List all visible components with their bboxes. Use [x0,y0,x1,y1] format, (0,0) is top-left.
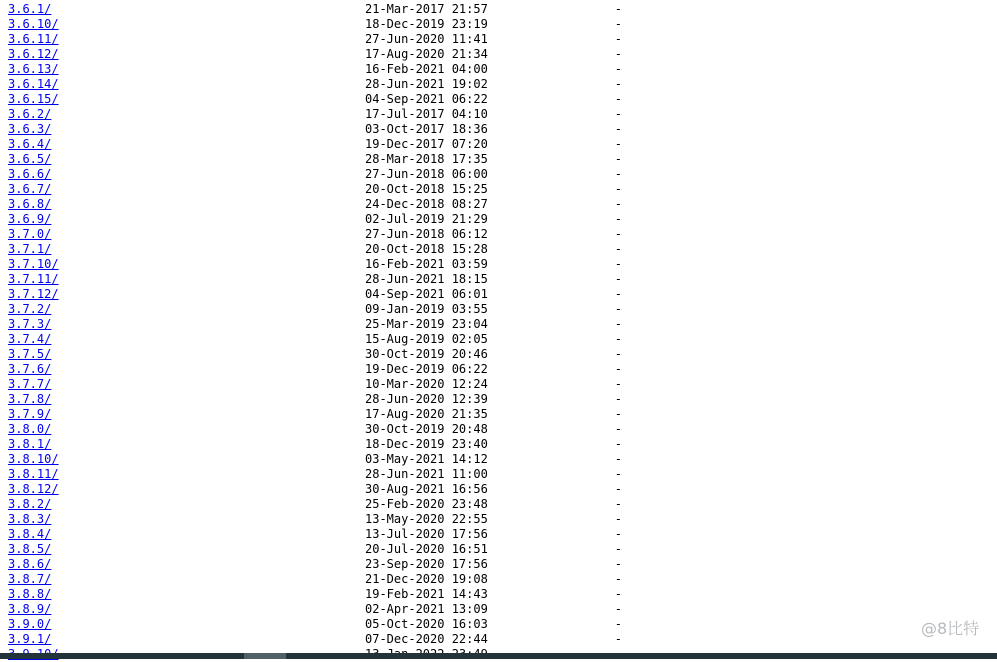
version-link[interactable]: 3.7.5/ [8,347,52,361]
list-item [0,392,997,407]
size-value: - [614,182,622,196]
list-item [0,92,997,107]
version-link[interactable]: 3.6.2/ [8,107,52,121]
modified-timestamp: 25-Feb-2020 23:48 [365,497,488,511]
size-value: - [614,92,622,106]
version-link[interactable]: 3.8.0/ [8,422,52,436]
list-item [0,527,997,542]
list-item [0,377,997,392]
list-item [0,167,997,182]
modified-timestamp: 16-Feb-2021 04:00 [365,62,488,76]
modified-timestamp: 23-Sep-2020 17:56 [365,557,488,571]
list-item [0,512,997,527]
list-item [0,2,997,17]
modified-timestamp: 28-Jun-2021 11:00 [365,467,488,481]
modified-timestamp: 20-Oct-2018 15:25 [365,182,488,196]
list-item [0,302,997,317]
version-link[interactable]: 3.6.1/ [8,2,52,16]
version-link[interactable]: 3.8.8/ [8,587,52,601]
modified-timestamp: 28-Jun-2021 19:02 [365,77,488,91]
version-link[interactable]: 3.6.7/ [8,182,52,196]
size-value: - [614,152,622,166]
size-value: - [614,122,622,136]
modified-timestamp: 25-Mar-2019 23:04 [365,317,488,331]
version-link[interactable]: 3.7.8/ [8,392,52,406]
size-value: - [614,167,622,181]
modified-timestamp: 19-Dec-2019 06:22 [365,362,488,376]
size-value: - [614,527,622,541]
modified-timestamp: 19-Feb-2021 14:43 [365,587,488,601]
size-value: - [614,497,622,511]
size-value: - [614,242,622,256]
modified-timestamp: 28-Jun-2021 18:15 [365,272,488,286]
size-value: - [614,452,622,466]
size-value: - [614,377,622,391]
modified-timestamp: 19-Dec-2017 07:20 [365,137,488,151]
modified-timestamp: 05-Oct-2020 16:03 [365,617,488,631]
modified-timestamp: 20-Jul-2020 16:51 [365,542,488,556]
list-item [0,152,997,167]
taskbar-app-indicator[interactable] [244,653,286,659]
size-value: - [614,287,622,301]
modified-timestamp: 28-Mar-2018 17:35 [365,152,488,166]
version-link[interactable]: 3.8.11/ [8,467,59,481]
size-value: - [614,317,622,331]
list-item [0,17,997,32]
version-link[interactable]: 3.8.4/ [8,527,52,541]
version-link[interactable]: 3.9.0/ [8,617,52,631]
list-item [0,122,997,137]
list-item [0,572,997,587]
version-link[interactable]: 3.7.1/ [8,242,52,256]
list-item [0,422,997,437]
list-item [0,497,997,512]
list-item [0,617,997,632]
size-value: - [614,17,622,31]
size-value: - [614,347,622,361]
modified-timestamp: 18-Dec-2019 23:19 [365,17,488,31]
size-value: - [614,572,622,586]
version-link[interactable]: 3.6.14/ [8,77,59,91]
version-link[interactable]: 3.8.3/ [8,512,52,526]
version-link[interactable]: 3.8.7/ [8,572,52,586]
modified-timestamp: 02-Apr-2021 13:09 [365,602,488,616]
size-value: - [614,542,622,556]
version-link[interactable]: 3.7.0/ [8,227,52,241]
size-value: - [614,302,622,316]
list-item [0,347,997,362]
size-value: - [614,47,622,61]
list-item [0,317,997,332]
modified-timestamp: 15-Aug-2019 02:05 [365,332,488,346]
size-value: - [614,557,622,571]
list-item [0,407,997,422]
modified-timestamp: 30-Oct-2019 20:46 [365,347,488,361]
version-link[interactable]: 3.6.13/ [8,62,59,76]
list-item [0,467,997,482]
modified-timestamp: 16-Feb-2021 03:59 [365,257,488,271]
modified-timestamp: 03-Oct-2017 18:36 [365,122,488,136]
version-link[interactable]: 3.6.15/ [8,92,59,106]
modified-timestamp: 02-Jul-2019 21:29 [365,212,488,226]
version-link[interactable]: 3.8.9/ [8,602,52,616]
list-item [0,557,997,572]
size-value: - [614,392,622,406]
list-item [0,272,997,287]
version-link[interactable]: 3.8.12/ [8,482,59,496]
version-link[interactable]: 3.8.6/ [8,557,52,571]
size-value: - [614,602,622,616]
size-value: - [614,422,622,436]
version-link[interactable]: 3.7.9/ [8,407,52,421]
version-link[interactable]: 3.9.1/ [8,632,52,646]
version-link[interactable]: 3.6.6/ [8,167,52,181]
list-item [0,107,997,122]
version-link[interactable]: 3.6.11/ [8,32,59,46]
size-value: - [614,272,622,286]
modified-timestamp: 04-Sep-2021 06:01 [365,287,488,301]
size-value: - [614,407,622,421]
list-item [0,362,997,377]
size-value: - [614,587,622,601]
list-item [0,32,997,47]
size-value: - [614,107,622,121]
version-link[interactable]: 3.7.2/ [8,302,52,316]
modified-timestamp: 17-Aug-2020 21:34 [365,47,488,61]
list-item [0,197,997,212]
version-link[interactable]: 3.7.11/ [8,272,59,286]
size-value: - [614,2,622,16]
size-value: - [614,77,622,91]
modified-timestamp: 09-Jan-2019 03:55 [365,302,488,316]
version-link[interactable]: 3.7.3/ [8,317,52,331]
size-value: - [614,32,622,46]
list-item [0,257,997,272]
size-value: - [614,362,622,376]
size-value: - [614,137,622,151]
size-value: - [614,632,622,646]
modified-timestamp: 18-Dec-2019 23:40 [365,437,488,451]
list-item [0,482,997,497]
size-value: - [614,467,622,481]
taskbar-edge[interactable] [0,653,997,659]
directory-listing [0,2,997,662]
modified-timestamp: 21-Dec-2020 19:08 [365,572,488,586]
modified-timestamp: 04-Sep-2021 06:22 [365,92,488,106]
version-link[interactable]: 3.6.10/ [8,17,59,31]
modified-timestamp: 17-Jul-2017 04:10 [365,107,488,121]
list-item [0,542,997,557]
list-item [0,227,997,242]
modified-timestamp: 13-Jul-2020 17:56 [365,527,488,541]
version-link[interactable]: 3.7.6/ [8,362,52,376]
list-item [0,62,997,77]
list-item [0,332,997,347]
size-value: - [614,437,622,451]
modified-timestamp: 10-Mar-2020 12:24 [365,377,488,391]
list-item [0,77,997,92]
list-item [0,182,997,197]
modified-timestamp: 30-Oct-2019 20:48 [365,422,488,436]
size-value: - [614,197,622,211]
modified-timestamp: 24-Dec-2018 08:27 [365,197,488,211]
list-item [0,602,997,617]
modified-timestamp: 20-Oct-2018 15:28 [365,242,488,256]
version-link[interactable]: 3.8.1/ [8,437,52,451]
modified-timestamp: 27-Jun-2018 06:12 [365,227,488,241]
size-value: - [614,482,622,496]
list-item [0,242,997,257]
version-link[interactable]: 3.6.3/ [8,122,52,136]
list-item [0,47,997,62]
modified-timestamp: 30-Aug-2021 16:56 [365,482,488,496]
list-item [0,212,997,227]
list-item [0,437,997,452]
list-item [0,452,997,467]
size-value: - [614,617,622,631]
version-link[interactable]: 3.6.12/ [8,47,59,61]
size-value: - [614,62,622,76]
list-item [0,587,997,602]
modified-timestamp: 28-Jun-2020 12:39 [365,392,488,406]
size-value: - [614,227,622,241]
version-link[interactable]: 3.7.7/ [8,377,52,391]
size-value: - [614,257,622,271]
modified-timestamp: 03-May-2021 14:12 [365,452,488,466]
modified-timestamp: 17-Aug-2020 21:35 [365,407,488,421]
version-link[interactable]: 3.8.10/ [8,452,59,466]
list-item [0,632,997,647]
version-link[interactable]: 3.8.5/ [8,542,52,556]
size-value: - [614,332,622,346]
watermark: @8比特 [921,619,980,638]
modified-timestamp: 27-Jun-2018 06:00 [365,167,488,181]
list-item [0,137,997,152]
modified-timestamp: 21-Mar-2017 21:57 [365,2,488,16]
modified-timestamp: 13-May-2020 22:55 [365,512,488,526]
modified-timestamp: 27-Jun-2020 11:41 [365,32,488,46]
version-link[interactable]: 3.7.12/ [8,287,59,301]
size-value: - [614,212,622,226]
version-link[interactable]: 3.6.8/ [8,197,52,211]
version-link[interactable]: 3.8.2/ [8,497,52,511]
version-link[interactable]: 3.6.5/ [8,152,52,166]
version-link[interactable]: 3.6.4/ [8,137,52,151]
size-value: - [614,512,622,526]
modified-timestamp: 07-Dec-2020 22:44 [365,632,488,646]
version-link[interactable]: 3.6.9/ [8,212,52,226]
version-link[interactable]: 3.7.10/ [8,257,59,271]
list-item [0,287,997,302]
version-link[interactable]: 3.7.4/ [8,332,52,346]
